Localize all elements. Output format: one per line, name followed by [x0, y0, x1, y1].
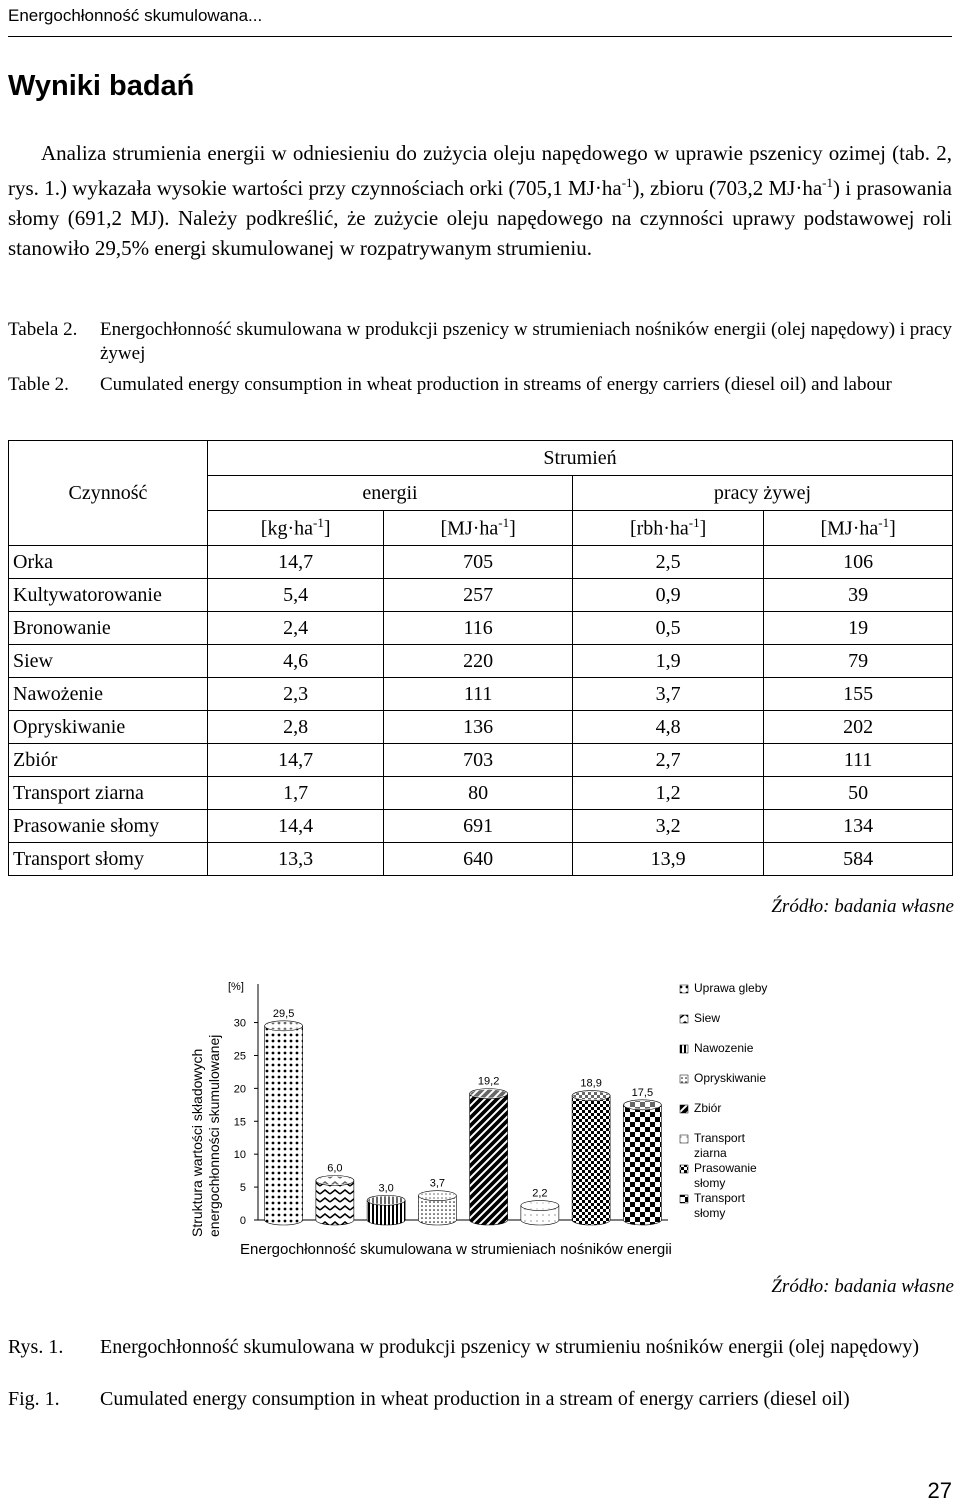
- table-row: [9, 744, 953, 777]
- table-source: [771, 896, 954, 918]
- table-row: [9, 777, 953, 810]
- unit-header-0: $[kg\cdot ha^{-1}]$: [208, 511, 384, 546]
- row-value: 1,7: [208, 777, 384, 810]
- row-value: 19: [764, 612, 953, 645]
- row-value: 2,4: [208, 612, 384, 645]
- row-activity: Transport ziarna: [9, 777, 208, 810]
- row-value: 13,3: [208, 843, 384, 876]
- row-value: 116: [384, 612, 573, 645]
- table-source-text: badania własne: [834, 896, 954, 917]
- header-activity: Czynność: [9, 441, 208, 546]
- row-activity: Transport słomy: [9, 843, 208, 876]
- chart-y-tick-label: 10: [233, 1149, 246, 1162]
- legend-swatch: [680, 1015, 688, 1023]
- table-caption-en-text: Cumulated energy consumption in wheat production in streams of energy carriers (diesel oil) and labour: [100, 374, 892, 395]
- energy-chart: [180, 972, 780, 1272]
- row-value: 14,7: [208, 546, 384, 579]
- row-value: 14,7: [208, 744, 384, 777]
- legend-label: Opryskiwanie: [694, 1071, 767, 1085]
- figure-caption-pl-text: Energochłonność skumulowana w produkcji pszenicy w strumieniu nośników energii (olej napędowy): [100, 1336, 920, 1358]
- chart-data-label: 3,7: [429, 1177, 446, 1190]
- row-value: 111: [764, 744, 953, 777]
- legend-label: Uprawa gleby: [694, 981, 768, 995]
- row-activity: Zbiór: [9, 744, 208, 777]
- table-row: [9, 579, 953, 612]
- legend-swatch: [680, 1045, 688, 1053]
- paragraph-rest: ) i prasowania słomy (691,2 MJ). Należy podkreślić, że zużycie oleju napędowego na czynności uprawy podstawowej roli stanowiło 29,5% energi skumulowanej w rozpatrywanym strumieniu.: [8, 176, 953, 260]
- row-value: 2,5: [573, 546, 764, 579]
- figure-caption-en: [8, 1386, 952, 1412]
- chart-bar-top-fill: [471, 1090, 507, 1098]
- row-value: 39: [764, 579, 953, 612]
- row-activity: Orka: [9, 546, 208, 579]
- row-value: 14,4: [208, 810, 384, 843]
- chart-y-tick-label: 30: [233, 1017, 246, 1030]
- figure-caption-pl: [8, 1334, 952, 1360]
- row-value: 80: [384, 777, 573, 810]
- header-rule: [8, 36, 952, 37]
- legend-swatch: [680, 985, 688, 993]
- row-activity: Kultywatorowanie: [9, 579, 208, 612]
- figure-source-text: badania własne: [834, 1276, 954, 1297]
- chart-y-label: [189, 1035, 222, 1237]
- row-value: 705: [384, 546, 573, 579]
- chart-y-tick-label: 15: [233, 1116, 246, 1129]
- row-value: 136: [384, 711, 573, 744]
- legend-label: Siew: [694, 1011, 721, 1025]
- chart-y-label-line2: energochłonności skumulowanej: [206, 1034, 222, 1237]
- legend-swatch: [680, 1135, 688, 1143]
- chart-data-label: 6,0: [327, 1162, 343, 1175]
- row-value: 1,9: [573, 645, 764, 678]
- row-value: 640: [384, 843, 573, 876]
- chart-data-label: 19,2: [477, 1075, 500, 1088]
- row-activity: Nawożenie: [9, 678, 208, 711]
- page-number: 27: [927, 1478, 952, 1503]
- legend-swatch: [680, 1165, 688, 1173]
- table-caption-pl: [8, 318, 952, 366]
- legend-label: Nawozenie: [694, 1041, 754, 1055]
- row-value: 50: [764, 777, 953, 810]
- row-value: 691: [384, 810, 573, 843]
- row-value: 1,2: [573, 777, 764, 810]
- chart-bar: [265, 1026, 303, 1225]
- paragraph-sup-2: -1: [822, 175, 833, 190]
- row-value: 134: [764, 810, 953, 843]
- row-value: 5,4: [208, 579, 384, 612]
- table-row: [9, 678, 953, 711]
- row-value: 4,6: [208, 645, 384, 678]
- row-value: 257: [384, 579, 573, 612]
- row-value: 2,7: [573, 744, 764, 777]
- row-value: 111: [384, 678, 573, 711]
- figure-source: [771, 1276, 954, 1298]
- row-value: 13,9: [573, 843, 764, 876]
- paragraph-sup-1: -1: [621, 175, 633, 190]
- row-value: 202: [764, 711, 953, 744]
- table-row: [9, 711, 953, 744]
- energy-table: [8, 440, 953, 876]
- unit-header-1: $[MJ\cdot ha^{-1}]$: [384, 511, 573, 546]
- chart-bar: [572, 1096, 610, 1225]
- chart-bar: [470, 1094, 508, 1225]
- chart-bar-top-fill: [266, 1022, 302, 1030]
- paragraph-intro: Analiza strumienia energii w odniesieniu do zużycia oleju napędowego w uprawie pszenicy ozimej (tab. 2, rys. 1.) wykazała wysokie wartości przy czynnościach orki (705,1 MJ·ha: [8, 141, 952, 200]
- row-value: 106: [764, 546, 953, 579]
- chart-data-label: 17,5: [631, 1086, 654, 1099]
- legend-label: Prasowanie słomy: [694, 1161, 757, 1190]
- chart-y-label-line1: Struktura wartości składowych: [189, 1048, 205, 1237]
- chart-x-label: Energochłonność skumulowana w strumieniach nośników energii: [240, 1241, 672, 1258]
- header-energy: energii: [208, 476, 573, 511]
- chart-y-tick-label: 20: [233, 1083, 246, 1096]
- figure-source-label: Źródło:: [771, 1276, 830, 1297]
- table-caption-en-label: Table 2.: [8, 374, 69, 395]
- chart-data-label: 2,2: [532, 1187, 548, 1200]
- table-row: [9, 645, 953, 678]
- row-activity: Opryskiwanie: [9, 711, 208, 744]
- row-value: 3,7: [573, 678, 764, 711]
- row-value: 0,5: [573, 612, 764, 645]
- row-value: 3,2: [573, 810, 764, 843]
- row-value: 79: [764, 645, 953, 678]
- row-activity: Bronowanie: [9, 612, 208, 645]
- chart-data-label: 18,9: [580, 1077, 602, 1090]
- table-caption-en: [8, 373, 952, 397]
- table-caption-pl-text: Energochłonność skumulowana w produkcji pszenicy w strumieniach nośników energii (olej napędowy) i pracy żywej: [100, 319, 952, 364]
- figure-caption-en-label: Fig. 1.: [8, 1388, 60, 1410]
- table-source-label: Źródło:: [771, 896, 830, 917]
- figure-caption-pl-label: Rys. 1.: [8, 1336, 64, 1358]
- legend-swatch: [680, 1105, 688, 1113]
- unit-header-2: $[rbh\cdot ha^{-1}]$: [573, 511, 764, 546]
- chart-data-label: 3,0: [378, 1182, 394, 1195]
- chart-bar-top-fill: [368, 1196, 404, 1204]
- row-activity: Prasowanie słomy: [9, 810, 208, 843]
- legend-swatch: [680, 1075, 688, 1083]
- legend-label: Transport ziarna: [694, 1131, 745, 1160]
- header-stream: Strumień: [208, 441, 953, 476]
- chart-bar-top-fill: [522, 1202, 558, 1210]
- chart-y-unit: [%]: [228, 981, 244, 993]
- row-value: 703: [384, 744, 573, 777]
- table-row: [9, 546, 953, 579]
- row-value: 220: [384, 645, 573, 678]
- row-value: 4,8: [573, 711, 764, 744]
- legend-swatch: [680, 1195, 688, 1203]
- chart-bar-top-fill: [573, 1092, 609, 1100]
- chart-y-tick-label: 5: [239, 1182, 246, 1195]
- chart-data-label: 29,5: [272, 1007, 295, 1020]
- paragraph-mid: ), zbioru (703,2 MJ·ha: [632, 176, 823, 200]
- row-value: 155: [764, 678, 953, 711]
- table-row: [9, 612, 953, 645]
- chart-bar-top-fill: [317, 1177, 353, 1185]
- chart-y-tick-label: 25: [233, 1050, 246, 1063]
- row-activity: Siew: [9, 645, 208, 678]
- legend-label: Zbiór: [694, 1101, 722, 1115]
- header-labour: pracy żywej: [573, 476, 953, 511]
- table-row: [9, 810, 953, 843]
- row-value: 0,9: [573, 579, 764, 612]
- unit-header-3: $[MJ\cdot ha^{-1}]$: [764, 511, 953, 546]
- row-value: 2,8: [208, 711, 384, 744]
- legend-label: Transport słomy: [694, 1191, 745, 1220]
- chart-bar-top-fill: [419, 1192, 455, 1200]
- row-value: 584: [764, 843, 953, 876]
- row-value: 2,3: [208, 678, 384, 711]
- chart-y-tick-label: 0: [239, 1215, 246, 1227]
- running-head: Energochłonność skumulowana...: [8, 6, 263, 25]
- table-caption-pl-label: Tabela 2.: [8, 319, 78, 340]
- chart-bar: [623, 1105, 661, 1225]
- figure-caption-en-text: Cumulated energy consumption in wheat production in a stream of energy carriers (diesel oil): [100, 1388, 850, 1410]
- section-title: Wyniki badań: [8, 70, 195, 102]
- chart-bar: [316, 1181, 354, 1225]
- results-paragraph: [8, 138, 952, 263]
- table-row: [9, 843, 953, 876]
- chart-bar-top-fill: [624, 1101, 660, 1109]
